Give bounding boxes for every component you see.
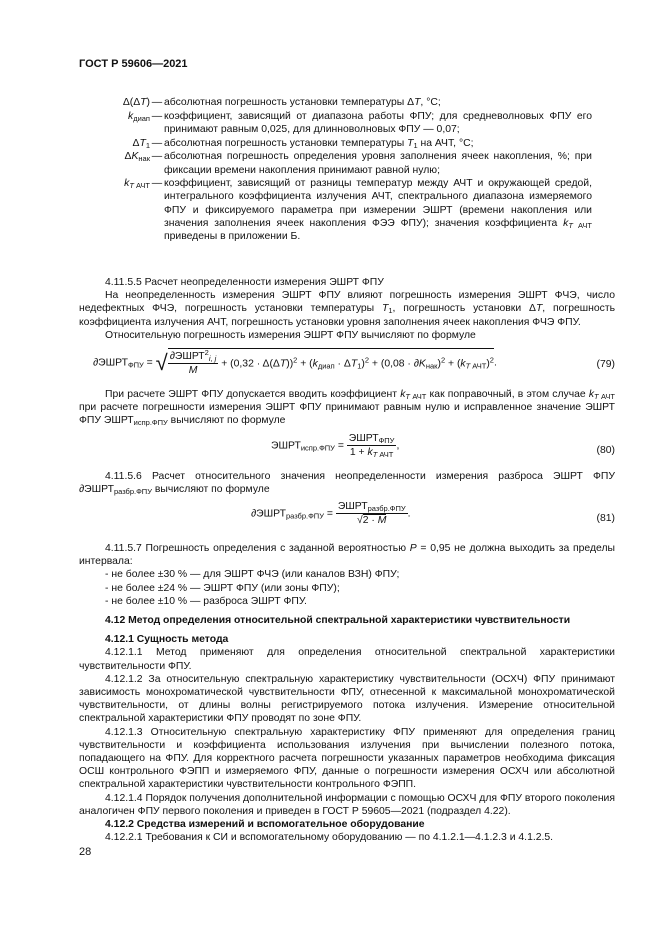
definition-list	[79, 96, 592, 244]
definition-text: коэффициент, зависящий от диапазона работы ФПУ; для средневолновых ФПУ его принимают равным 0,025, для длинноволновых ФПУ — 0,07;	[164, 110, 592, 135]
definition-text: коэффициент, зависящий от разницы температур между АЧТ и окружающей средой, интегрального коэффициента излучения АЧТ, спектрального диапазона измеряемого ФПУ и фиксируемого параметра при измерении ЭШРТ (времени накопления или значения заполнения ячеек накопления ФЭЭ ФПУ); значения коэффициента $k_{T АЧТ}$ приведены в приложении Б.	[164, 178, 592, 243]
formula-79: $\partial ЭШРТ_{ФПУ}$ = √ $\frac{\partial ЭШРТ^2_{i, j}}{M}$ + $(0,32 \cdot \Delta(\Delta T))^2 + (k_{диап} \cdot \Delta T_1)^2 + (0,08 \cdot \partial K_{нак})^2 + (k_{T АЧТ})^2$. (79)	[93, 348, 615, 377]
definition-item: Δ(ΔT) — абсолютная погрешность установки температуры ΔT, °С;	[79, 96, 592, 109]
definition-item: $\Delta T_1$ — абсолютная погрешность установки температуры $T_1$ на АЧТ, °С;	[79, 137, 592, 150]
paragraph: 4.11.5.6 Расчет относительного значения неопределенности измерения разброса ЭШРТ ФПУ $\partial ЭШРТ_{разбр.ФПУ}$ вычисляют по формуле	[79, 470, 615, 496]
paragraph: На неопределенность измерения ЭШРТ ФПУ влияют погрешность измерения ЭШРТ ФЧЭ, число недефектных ФЧЭ, погрешность установки температуры $T_1$, погрешность установки ΔT, погрешность коэффициента излучения АЧТ, погрешность установки уровня заполнения ячеек накопления ФЧЭ ФПУ.	[79, 290, 615, 328]
definition-item: $k_{T АЧТ}$ — коэффициент, зависящий от разницы температур между АЧТ и окружающей средой, интегрального коэффициента излучения АЧТ, спектрального диапазона измеряемого ФПУ и фиксируемого параметра при измерении ЭШРТ (времени накопления или значения заполнения ячеек накопления ФЭЭ ФПУ); значения коэффициента $k_{T АЧТ}$ приведены в приложении Б.	[79, 177, 592, 243]
list-item: - не более ±10 % — разброса ЭШРТ ФПУ.	[105, 595, 307, 607]
formula-number: (79)	[596, 359, 615, 371]
formula-80: $ЭШРТ_{испр.ФПУ}$ = $\frac{ЭШРТ_{ФПУ}}{1 + k_{T АЧТ}}$ , (80)	[271, 432, 615, 459]
paragraph: 4.11.5.7 Погрешность определения с заданной вероятностью P = 0,95 не должна выходить за пределы интервала:	[79, 543, 615, 568]
formula-number: (81)	[596, 513, 615, 525]
section-heading: 4.12 Метод определения относительной спектральной характеристики чувствительности	[105, 615, 571, 627]
definition-symbol: $\Delta T_1$	[132, 137, 150, 150]
definition-text: абсолютная погрешность установки температуры $T_1$ на АЧТ, °С;	[164, 137, 474, 150]
definition-symbol: Δ(ΔT)	[122, 97, 150, 108]
definition-symbol: $k_{диап}$	[127, 110, 150, 123]
formula-81: $\partial ЭШРТ_{разбр.ФПУ}$ = $\frac{ЭШРТ_{разбр.ФПУ}}{√2 \cdot M}$ . (81)	[251, 501, 615, 527]
page-header: ГОСТ Р 59606—2021	[79, 58, 188, 70]
paragraph: 4.12.1.3 Относительную спектральную характеристику ФПУ применяют для определения границ чувствительности и коэффициента использования излучения при вычислении полезного потока, попадающего на ФПУ. Для корректного расчета погрешности указанных параметров необходима фиксация ОСШ контрольного ФЭПП и измеряемого ФПУ, данные о погрешности измерения ОСХЧ или абсолютной спектральной характеристики чувствительности контрольного ФЭПП.	[79, 726, 615, 791]
definition-symbol: $\Delta K_{нак}$	[124, 151, 150, 164]
paragraph: 4.12.1.1 Метод применяют для определения относительной спектральной характеристики чувствительности ФПУ.	[79, 647, 615, 672]
paragraph: 4.12.1.2 За относительную спектральную характеристику чувствительности (ОСХЧ) ФПУ принимают зависимость монохроматической чувствительности ФПУ, отнесенной к максимальной монохроматической чувствительности, от длины волны регистрируемого потока излучения. Измерение относительной спектральной характеристики ФПУ проводят по зоне ФПУ.	[79, 673, 615, 725]
main-text	[79, 276, 615, 845]
section-title: 4.11.5.5 Расчет неопределенности измерения ЭШРТ ФПУ	[105, 277, 384, 288]
paragraph: 4.12.1.4 Порядок получения дополнительной информации с помощью ОСХЧ для ФПУ второго поколения аналогичен ФПУ первого поколения и приведен в ГОСТ Р 59605—2021 (подраздел 4.22).	[79, 792, 615, 817]
definition-text: абсолютная погрешность установки температуры ΔT, °С;	[164, 97, 441, 108]
definition-symbol: $k_{T АЧТ}$	[124, 178, 150, 191]
subsection-heading: 4.12.2 Средства измерений и вспомогательное оборудование	[105, 819, 425, 831]
page-number: 28	[79, 846, 92, 858]
definition-item: $k_{диап}$ — коэффициент, зависящий от диапазона работы ФПУ; для средневолновых ФПУ его принимают равным 0,025, для длинноволновых ФПУ — 0,07;	[79, 110, 592, 136]
definition-item: $\Delta K_{нак}$ — абсолютная погрешность определения уровня заполнения ячеек накопления, %; при фиксации времени накопления принимают равной нулю;	[79, 150, 592, 176]
subsection-heading: 4.12.1 Сущность метода	[105, 634, 229, 646]
list-item: - не более ±24 % — ЭШРТ ФПУ (или зоны ФПУ);	[105, 582, 340, 594]
paragraph: 4.12.2.1 Требования к СИ и вспомогательному оборудованию — по 4.1.2.1—4.1.2.3 и 4.1.2.5.	[105, 832, 554, 844]
definition-text: абсолютная погрешность определения уровня заполнения ячеек накопления, %; при фиксации времени накопления принимают равной нулю;	[164, 151, 592, 176]
paragraph: При расчете ЭШРТ ФПУ допускается вводить коэффициент $k_{T АЧТ}$ как поправочный, в этом случае $k_{T АЧТ}$ при расчете погрешности измерения ЭШРТ ФПУ принимают равным нулю и исправленное значение ЭШРТ ФПУ $ЭШРТ_{испр.ФПУ}$ вычисляют по формуле	[79, 389, 615, 428]
formula-number: (80)	[596, 444, 615, 456]
list-item: - не более ±30 % — для ЭШРТ ФЧЭ (или каналов ВЗН) ФПУ;	[105, 569, 400, 581]
paragraph: Относительную погрешность измерения ЭШРТ ФПУ вычисляют по формуле	[105, 329, 476, 341]
